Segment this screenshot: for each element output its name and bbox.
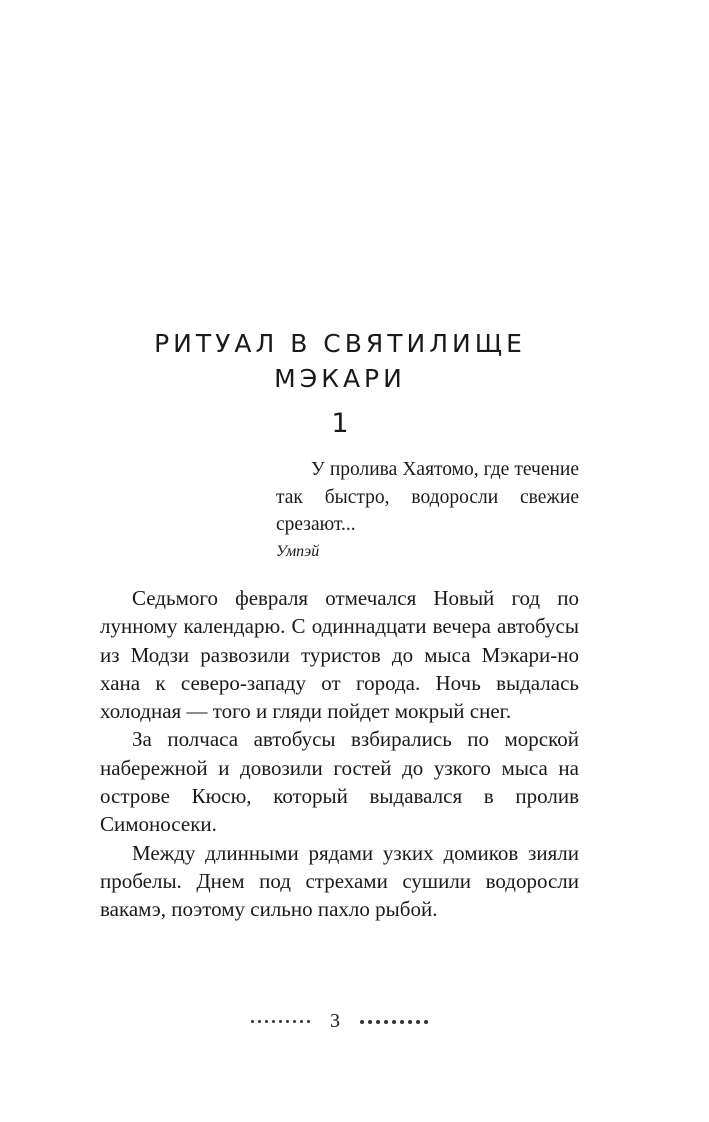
page-footer: [100, 1010, 579, 1033]
footer-dots-left: [251, 1020, 310, 1023]
epigraph-text: У пролива Хаятомо, где течение так быстро, водоросли свежие срезают...: [276, 459, 579, 535]
epigraph-author: Умпэй: [276, 542, 320, 560]
paragraph: Седьмого февраля отмечался Новый год по лунному календарю. С одиннадцати вечера автобусы из Модзи развозили туристов до мыса Мэкари-но хана к северо-западу от города. Ночь выдалась холодная — того и гляди пойдет мокрый снег.: [100, 586, 579, 724]
chapter-title-line-2: МЭКАРИ: [274, 364, 406, 393]
epigraph: [276, 456, 579, 563]
page-number: 3: [330, 1010, 340, 1032]
body-text: [100, 584, 579, 924]
footer-dots-right: [360, 1020, 428, 1024]
paragraph: Между длинными рядами узких домиков зияли пробелы. Днем под стрехами сушили водоросли вакамэ, поэтому сильно пахло рыбой.: [100, 840, 579, 922]
chapter-title-line-1: РИТУАЛ В СВЯТИЛИЩЕ: [154, 329, 526, 358]
paragraph: За полчаса автобусы взбирались по морской набережной и довозили гостей до узкого мыса на острове Кюсю, который выдавался в пролив Симоносеки.: [100, 727, 579, 837]
chapter-title: [100, 326, 580, 396]
chapter-number: 1: [331, 408, 349, 439]
